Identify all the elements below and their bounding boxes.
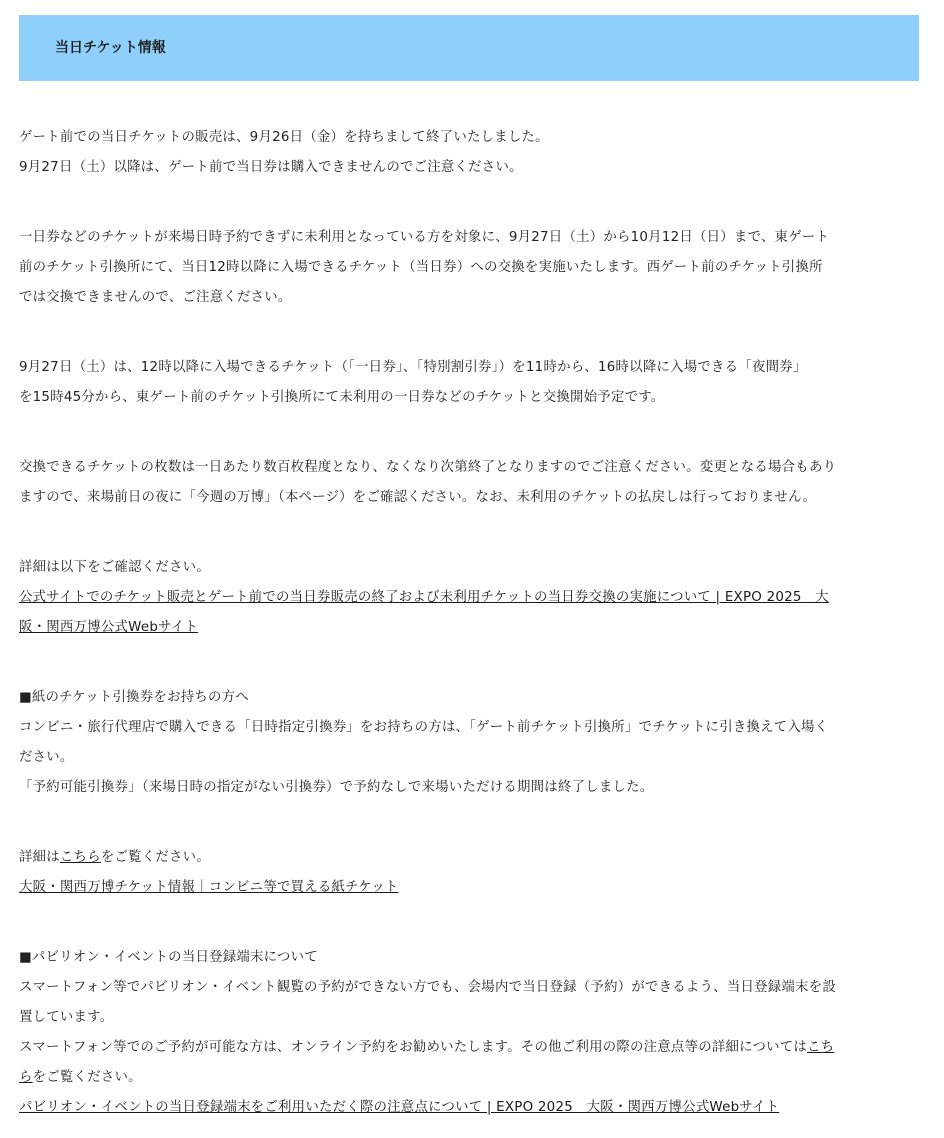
here-link[interactable]: こちら [59, 850, 101, 865]
paper-ticket-info-link[interactable] [19, 873, 925, 903]
registration-terminal-notes-link[interactable] [19, 1093, 925, 1123]
here-link-part-2[interactable]: ら [19, 1070, 33, 1085]
expo-ticket-announcement-link-text-1[interactable]: 公式サイトでのチケット販売とゲート前での当日券販売の終了および未利用チケットの当日券交換の実施について | EXPO 2025 大 [19, 590, 829, 605]
paragraph-line: 置しています。 [19, 1010, 114, 1025]
registration-terminal-notes-link-text[interactable]: パビリオン・イベントの当日登録端末をご利用いただく際の注意点について | EXPO 2025 大阪・関西万博公式Webサイト [19, 1100, 780, 1115]
paragraph-gap [19, 183, 925, 223]
paper-ticket-info-link-text[interactable]: 大阪・関西万博チケット情報｜コンビニ等で買える紙チケット [19, 880, 399, 895]
paragraph-line: スマートフォン等でパビリオン・イベント観覧の予約ができない方でも、会場内で当日登録（予約）ができるよう、当日登録端末を設 [19, 980, 836, 995]
paragraph-line [19, 1033, 925, 1063]
paragraph-line: 前のチケット引換所にて、当日12時以降に入場できるチケット（当日券）への交換を実施いたします。西ゲート前のチケット引換所 [19, 260, 823, 275]
paragraph-line: ださい。 [19, 750, 74, 765]
details-intro: 詳細は以下をご確認ください。 [19, 560, 210, 575]
paragraph-line: ますので、来場前日の夜に「今週の万博」（本ページ）をご確認ください。なお、未利用のチケットの払戻しは行っておりません。 [19, 490, 817, 505]
here-link-part-1[interactable]: こち [807, 1040, 835, 1055]
paragraph-gap [19, 643, 925, 683]
paragraph-line: ゲート前での当日チケットの販売は、9月26日（金）を持ちまして終了いたしました。 [19, 130, 549, 145]
paragraph-line: 9月27日（土）以降は、ゲート前で当日券は購入できませんのでご注意ください。 [19, 160, 523, 175]
section-header-banner [19, 15, 919, 81]
paragraph-line: 「予約可能引換券」（来場日時の指定がない引換券）で予約なしで来場いただける期間は終了しました。 [19, 780, 654, 795]
section-title: 当日チケット情報 [55, 40, 166, 56]
expo-ticket-announcement-link-text-2[interactable]: 阪・関西万博公式Webサイト [19, 620, 199, 635]
paragraph-line: コンビニ・旅行代理店で購入できる「日時指定引換券」をお持ちの方は、「ゲート前チケット引換所」でチケットに引き換えて入場く [19, 720, 829, 735]
paragraph-line: 一日券などのチケットが来場日時予約できずに未利用となっている方を対象に、9月27日（土）から10月12日（日）まで、東ゲート [19, 230, 830, 245]
paragraph-line: を15時45分から、東ゲート前のチケット引換所にて未利用の一日券などのチケットと交換開始予定です。 [19, 390, 665, 405]
see-suffix: をご覧ください。 [32, 1070, 142, 1085]
online-reservation-text: スマートフォン等でのご予約が可能な方は、オンライン予約をお勧めいたします。その他ご利用の際の注意点等の詳細については [19, 1040, 808, 1055]
details-prefix: 詳細は [19, 850, 60, 865]
paragraph-gap [19, 903, 925, 943]
paragraph-line [19, 1063, 925, 1093]
paragraph-gap [19, 313, 925, 353]
paper-ticket-heading: ■紙のチケット引換券をお持ちの方へ [19, 690, 249, 705]
paragraph-gap [19, 413, 925, 453]
registration-terminal-heading: ■パビリオン・イベントの当日登録端末について [19, 950, 318, 965]
details-here-line [19, 843, 925, 873]
paragraph-line: では交換できませんので、ご注意ください。 [19, 290, 292, 305]
expo-ticket-announcement-link[interactable] [19, 583, 925, 613]
expo-ticket-announcement-link-cont[interactable] [19, 613, 925, 643]
paragraph-gap [19, 803, 925, 843]
details-suffix: をご覧ください。 [100, 850, 210, 865]
content-body [19, 123, 925, 1123]
paragraph-gap [19, 513, 925, 553]
paragraph-line: 交換できるチケットの枚数は一日あたり数百枚程度となり、なくなり次第終了となりますのでご注意ください。変更となる場合もあり [19, 460, 837, 475]
paragraph-line: 9月27日（土）は、12時以降に入場できるチケット（「一日券」、「特別割引券」）を11時から、16時以降に入場できる「夜間券」 [19, 360, 807, 375]
